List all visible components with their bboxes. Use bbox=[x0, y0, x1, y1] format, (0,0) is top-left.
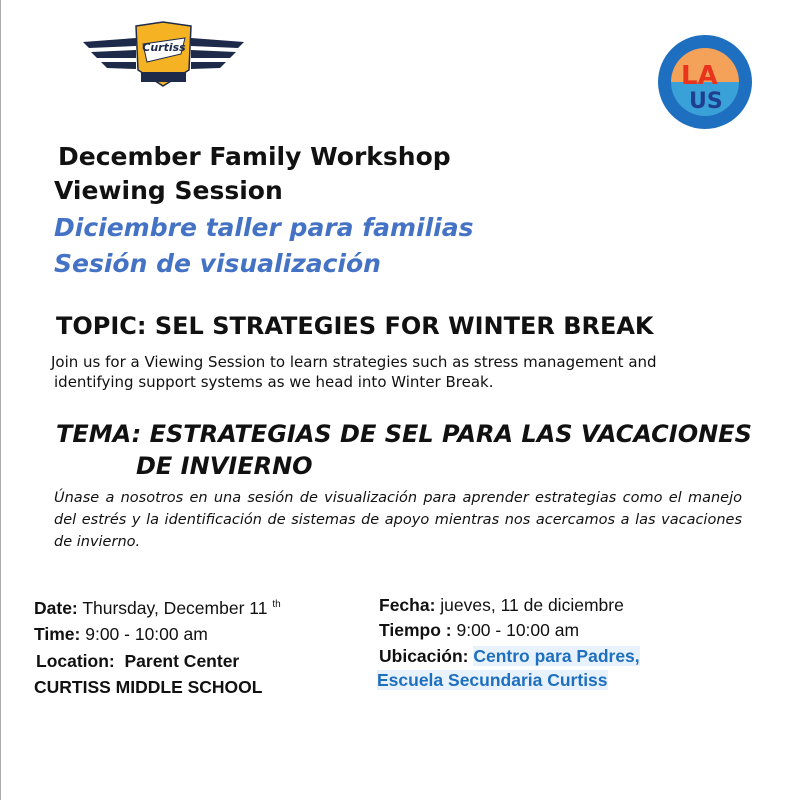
tema-heading-2: DE INVIERNO bbox=[136, 452, 313, 480]
title-es-1: Diciembre taller para familias bbox=[54, 213, 474, 242]
date-label: Date: bbox=[34, 598, 78, 618]
tema-body: Únase a nosotros en una sesión de visualización para aprender estrategias como el manejo del estrés y la identificación de sistemas de apoyo mientras nos acercamos a las vacaciones de invierno. bbox=[54, 490, 742, 550]
tema-heading-1: TEMA: ESTRATEGIAS DE SEL PARA LAS VACACIONES bbox=[56, 420, 752, 448]
topic-line-2: identifying support systems as we head into Winter Break. bbox=[54, 373, 494, 391]
time-label: Time: bbox=[34, 624, 81, 644]
lausd-logo bbox=[651, 34, 759, 130]
date-en bbox=[34, 598, 281, 619]
tiempo-value: 9:00 - 10:00 am bbox=[456, 620, 580, 640]
date-value: Thursday, December 11 bbox=[82, 598, 268, 618]
topic-heading: TOPIC: SEL STRATEGIES FOR WINTER BREAK bbox=[56, 312, 654, 340]
title-en-2: Viewing Session bbox=[54, 176, 283, 205]
date-es bbox=[379, 595, 624, 616]
title-es-2: Sesión de visualización bbox=[54, 249, 381, 278]
curtiss-logo bbox=[81, 20, 246, 92]
svg-text:US: US bbox=[689, 89, 723, 114]
time-value: 9:00 - 10:00 am bbox=[85, 624, 208, 644]
ubicacion-value-1: Centro para Padres, bbox=[473, 646, 640, 666]
time-en bbox=[34, 624, 208, 645]
location-label: Location: bbox=[36, 651, 115, 671]
location-en bbox=[36, 651, 239, 672]
school-name: CURTISS MIDDLE SCHOOL bbox=[34, 677, 263, 697]
title-en-1: December Family Workshop bbox=[58, 142, 451, 171]
tiempo-label: Tiempo : bbox=[379, 620, 452, 640]
ubicacion-label: Ubicación: bbox=[379, 646, 469, 666]
fecha-label: Fecha: bbox=[379, 595, 436, 615]
time-es bbox=[379, 620, 579, 641]
ubicacion-value-2: Escuela Secundaria Curtiss bbox=[377, 670, 608, 690]
topic-line-1: Join us for a Viewing Session to learn strategies such as stress management and bbox=[51, 353, 657, 371]
date-suffix: th bbox=[272, 599, 281, 611]
svg-text:Curtiss: Curtiss bbox=[142, 41, 186, 54]
svg-text:LA: LA bbox=[681, 61, 718, 91]
location-es bbox=[379, 646, 640, 667]
fecha-value: jueves, 11 de diciembre bbox=[440, 595, 624, 615]
location-value: Parent Center bbox=[124, 651, 240, 671]
